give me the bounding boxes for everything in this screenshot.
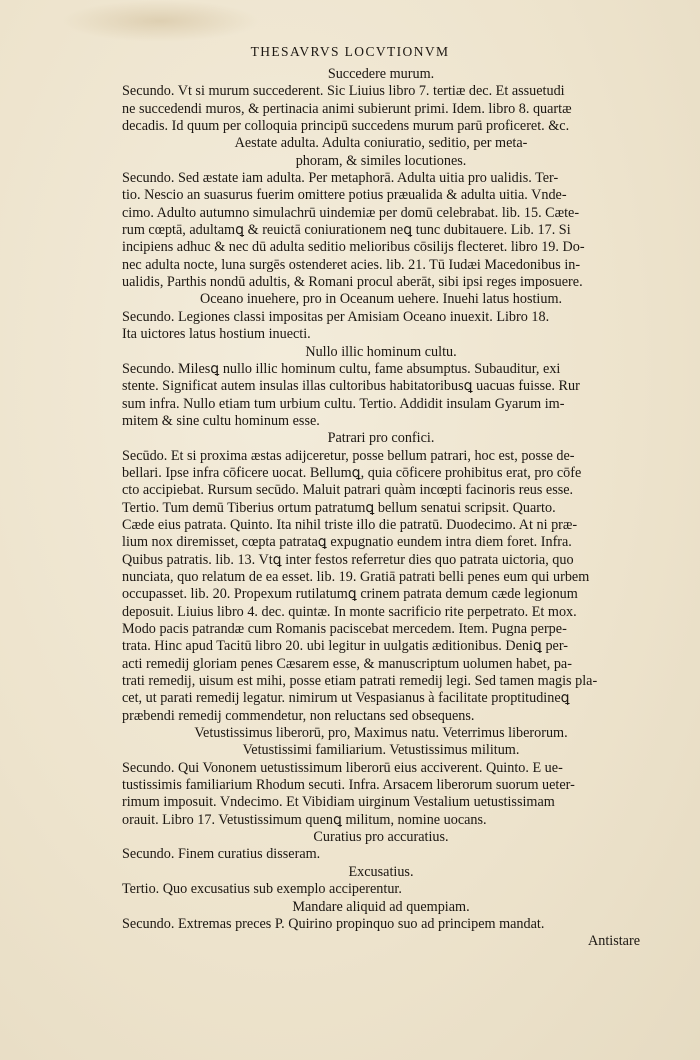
section-heading: Vetustissimi familiarium. Vetustissimus militum.: [242, 742, 520, 759]
text-line: Secundo. Vt si murum succederent. Sic Liuius libro 7. tertiæ dec. Et assuetudi: [122, 83, 565, 100]
text-line: stente. Significat autem insulas illas cultoribus habitatoribusꝗ uacuas fuisse. Rur: [122, 378, 580, 395]
text-line: lium nox diremisset, cœpta patrataꝗ expugnatio eundem intra diem foret. Infra.: [122, 534, 572, 551]
text-line: orauit. Libro 17. Vetustissimum quenꝗ militum, nomine uocans.: [122, 811, 487, 828]
section-heading: Succedere murum.: [327, 66, 435, 82]
text-line: nunciata, quo relatum de ea esset. lib. 19. Gratiā patrati belli penes eum qui urbem: [122, 568, 590, 585]
section-heading: Mandare aliquid ad quempiam.: [292, 898, 470, 915]
catchword: Antistare: [587, 933, 640, 950]
text-line: Tertio. Quo excusatius sub exemplo acciperentur.: [122, 881, 402, 898]
text-line: Tertio. Tum demū Tiberius ortum patratumꝗ bellum senatui scripsit. Quarto.: [122, 499, 556, 516]
section-heading: Oceano inuehere, pro in Oceanum uehere. Inuehi latus hostium.: [199, 291, 563, 308]
paragraph: [122, 83, 640, 135]
text-line: Cæde eius patrata. Quinto. Ita nihil triste illo die patratū. Duodecimo. At ni præ-: [122, 516, 578, 533]
text-line: Modo pacis patrandæ cum Romanis paciscebat mercedem. Item. Pugna perpe-: [122, 621, 567, 637]
text-line: acti remedij gloriam penes Cæsarem esse, & manuscriptum uolumen habet, pa-: [122, 655, 572, 672]
text-line: nec adulta nocte, luna surgēs ostenderet acies. lib. 21. Tū Iudæi Macedonibus in-: [122, 256, 581, 273]
paragraph: [122, 309, 640, 344]
text-line: ualidis, Parthis nondū adultis, & Romani procul aberāt, sibi ipsi reges imposuere.: [122, 274, 583, 291]
text-line: Secundo. Extremas preces P. Quirino propinquo suo ad principem mandat.: [122, 915, 545, 932]
text-line: tio. Nescio an suasurus fuerim omittere potius præualida & adulta uitia. Vnde-: [122, 187, 567, 204]
section-heading: Vetustissimus liberorū, pro, Maximus natu. Veterrimus liberorum.: [194, 725, 568, 742]
text-line: mitem & sine cultu hominum esse.: [122, 412, 320, 429]
text-line: præbendi remedij commendetur, non reluctans sed obsequens.: [122, 707, 475, 724]
text-line: Secundo. Legiones classi impositas per Amisiam Oceano inuexit. Libro 18.: [122, 308, 550, 325]
text-block: [122, 66, 640, 951]
running-head: THESAVRVS LOCVTIONVM: [250, 44, 450, 59]
text-line: ne succedendi muros, & pertinacia animi subierunt primi. Idem. libro 8. quartæ: [122, 100, 572, 117]
text-line: Secundo. Milesꝗ nullo illic hominum cultu, fame absumptus. Subauditur, exi: [122, 360, 561, 377]
section-heading: Curatius pro accuratius.: [313, 829, 449, 846]
text-line: Quibus patratis. lib. 13. Vtꝗ inter festos referretur dies quo patrata uictoria, quo: [122, 551, 574, 568]
text-line: incipiens adhuc & nec dū adulta seditio melioribus cōsilijs flecteret. libro 19. Do-: [122, 239, 585, 256]
text-line: Ita uictores latus hostium inuecti.: [122, 326, 311, 343]
paragraph: [122, 881, 640, 898]
paragraph: [122, 846, 640, 863]
text-line: sum infra. Nullo etiam tum urbium cultu. Tertio. Addidit insulam Gyarum im-: [122, 395, 565, 412]
paragraph: [122, 448, 640, 726]
text-line: cet, ut parati remedij legatur. nimirum ut Vespasianus à facilitate proptitudineꝗ: [122, 690, 570, 707]
text-line: Secundo. Finem curatius disseram.: [122, 846, 321, 863]
text-line: trata. Hinc apud Tacitū libro 20. ubi legitur in uulgatis æditionibus. Deniꝗ per-: [122, 638, 569, 655]
text-line: deposuit. Liuius libro 4. dec. quintæ. In monte sacrificio rite perpetrato. Et mox.: [122, 603, 577, 620]
text-line: Secundo. Qui Vononem uetustissimum liberorū eius acciverent. Quinto. E ue-: [122, 759, 563, 776]
paragraph: [122, 916, 640, 933]
text-line: tustissimis familiarium Rhodum secuti. Infra. Arsacem liberorum suorum ueter-: [122, 777, 575, 794]
paragraph: [122, 170, 640, 291]
text-line: occupasset. lib. 20. Propexum rutilatumꝗ crinem patrata demum cæde legionum: [122, 586, 578, 603]
section-heading: Nullo illic hominum cultu.: [305, 343, 457, 360]
text-line: cimo. Adulto autumno simulachrū uindemiæ per domū celebrabat. lib. 15. Cæte-: [122, 204, 580, 221]
text-line: bellari. Ipse infra cōficere uocat. Bellumꝗ, quia cōficere prohibitus erat, pro cōfe: [122, 464, 582, 481]
paragraph: [122, 760, 640, 829]
text-line: Secundo. Sed æstate iam adulta. Per metaphorā. Adulta uitia pro ualidis. Ter-: [122, 170, 559, 187]
text-line: decadis. Id quum per colloquia principū succedens murum parū proficeret. &c.: [122, 118, 570, 135]
paper-stain: [60, 0, 260, 42]
section-heading: phoram, & similes locutiones.: [295, 152, 467, 169]
paragraph: [122, 361, 640, 430]
text-line: cto accipiebat. Rursum secūdo. Maluit patrari quàm incœpti facinoris reus esse.: [122, 482, 574, 499]
section-heading: Patrari pro confici.: [327, 430, 435, 447]
text-line: rimum imposuit. Vndecimo. Et Vibidiam uirginum Vestalium uetustissimam: [122, 794, 555, 811]
text-line: trati remedij, uisum est mihi, posse etiam patrati remedij legi. Sed tamen magis pla-: [122, 673, 598, 690]
section-heading: Aestate adulta. Adulta coniuratio, seditio, per meta-: [234, 135, 528, 152]
section-heading: Excusatius.: [348, 863, 414, 880]
text-line: Secūdo. Et si proxima æstas adijceretur, posse bellum patrari, hoc est, posse de-: [122, 447, 575, 464]
text-line: rum cœptā, adultamꝗ & reuictā coniurationem neꝗ tunc dubitauere. Lib. 17. Si: [122, 222, 571, 239]
